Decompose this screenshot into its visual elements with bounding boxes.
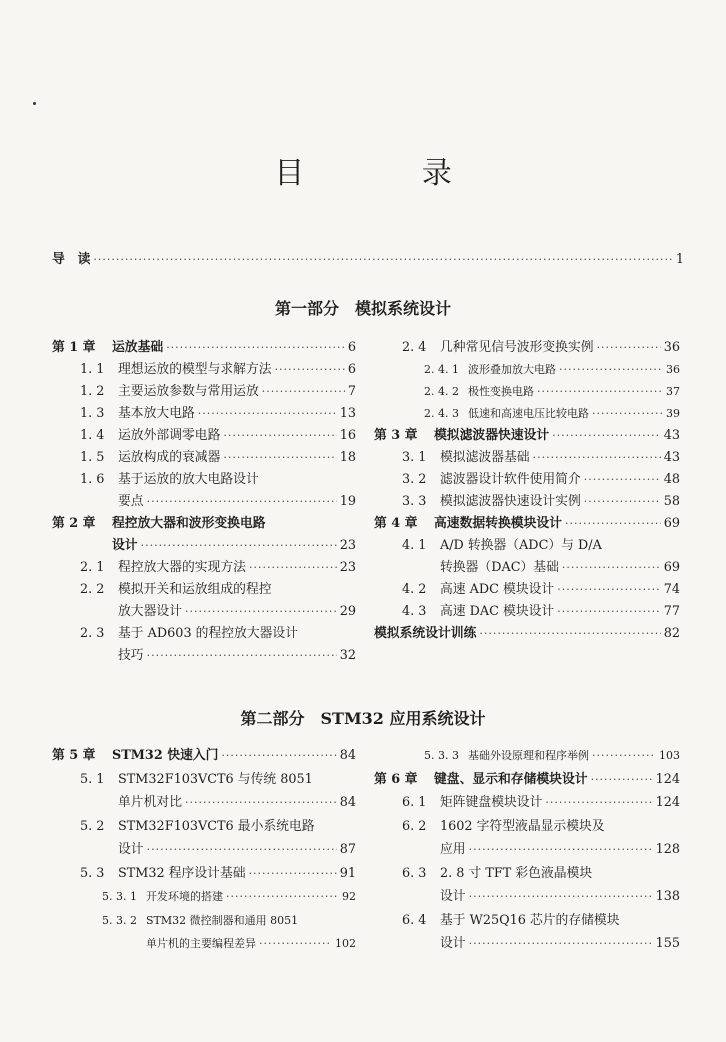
toc-entry	[80, 430, 356, 450]
toc-entry-title: 波形叠加放大电路	[468, 363, 556, 376]
toc-entry-title: 高速 DAC 模块设计	[440, 604, 555, 619]
toc-entry	[118, 496, 356, 516]
leader-dots	[221, 750, 336, 761]
toc-entry-title: 模拟滤波器快速设计	[434, 428, 550, 443]
leader-dots	[584, 496, 661, 507]
toc-entry	[402, 540, 680, 560]
toc-entry-number: 1. 4	[80, 428, 105, 443]
toc-entry	[402, 584, 680, 604]
toc-entry-number: 2. 3	[80, 626, 105, 641]
toc-entry-title: 模拟滤波器基础	[440, 450, 530, 465]
toc-entry-page: 39	[666, 407, 680, 420]
leader-dots	[469, 891, 653, 902]
leader-dots	[198, 408, 337, 419]
toc-entry	[80, 562, 356, 582]
toc-entry-title: STM32 快速入门	[112, 748, 219, 763]
toc-entry-title: 高速 ADC 模块设计	[440, 582, 555, 597]
toc-entry	[80, 865, 356, 888]
toc-entry	[80, 452, 356, 472]
toc-entry-title: STM32F103VCT6 与传统 8051	[118, 771, 313, 787]
toc-entry	[440, 562, 680, 582]
toc-entry-number: 1. 3	[80, 406, 105, 421]
stray-mark	[33, 102, 36, 105]
toc-entry-title: 主要运放参数与常用运放	[118, 384, 259, 399]
toc-entry-title: A/D 转换器（ADC）与 D/A	[440, 538, 602, 553]
toc-entry-number: 第 5 章	[52, 748, 96, 763]
toc-entry-page: 29	[339, 604, 356, 619]
toc-entry-page: 103	[659, 749, 680, 762]
toc-entry	[374, 628, 680, 648]
toc-entry	[80, 364, 356, 384]
toc-entry-page: 128	[655, 842, 680, 857]
toc-entry-title: 应用	[440, 842, 466, 857]
toc-entry-title: 转换器（DAC）基础	[440, 560, 559, 575]
toc-entry	[80, 628, 356, 648]
leader-dots	[537, 386, 663, 397]
leader-dots	[597, 342, 661, 353]
toc-entry-title: 低速和高速电压比较电路	[468, 407, 589, 420]
leader-dots	[591, 774, 653, 785]
toc-entry	[402, 496, 680, 516]
toc-entry-page: 16	[339, 428, 356, 443]
leader-dots	[557, 606, 660, 617]
toc-entry-page: 43	[663, 428, 680, 443]
toc-intro-label: 导 读	[52, 252, 91, 267]
toc-entry-page: 74	[663, 582, 680, 597]
toc-entry	[440, 891, 680, 911]
toc-entry	[80, 771, 356, 794]
toc-entry-title: 基础外设原理和程序举例	[468, 749, 589, 762]
toc-entry-title: 要点	[118, 494, 144, 509]
toc-entry	[424, 408, 680, 428]
toc-entry-title: STM32 程序设计基础	[118, 865, 246, 881]
toc-entry	[402, 797, 680, 817]
leader-dots	[223, 430, 336, 441]
toc-entry-page: 48	[663, 472, 680, 487]
toc-entry-number: 4. 2	[402, 582, 427, 597]
toc-entry-number: 第 1 章	[52, 340, 96, 355]
toc-entry-number: 5. 3. 3	[424, 749, 459, 762]
toc-entry	[374, 771, 680, 794]
toc-entry-page: 6	[347, 340, 356, 355]
toc-entry-number: 2. 4	[402, 340, 427, 355]
toc-entry-page: 36	[666, 363, 680, 376]
toc-entry	[80, 474, 356, 494]
toc-entry	[118, 650, 356, 670]
leader-dots	[249, 562, 337, 573]
toc-entry-page: 13	[339, 406, 356, 421]
toc-entry-page: 58	[663, 494, 680, 509]
toc-entry-page: 87	[339, 842, 356, 857]
leader-dots	[93, 254, 672, 265]
toc-entry-number: 1. 6	[80, 472, 105, 487]
toc-entry	[146, 938, 356, 958]
leader-dots	[141, 540, 337, 551]
toc-entry	[402, 474, 680, 494]
leader-dots	[262, 386, 345, 397]
toc-entry-number: 5. 1	[80, 771, 105, 787]
leader-dots	[545, 797, 652, 808]
toc-entry-number: 6. 2	[402, 818, 427, 834]
toc-entry-title: 2. 8 寸 TFT 彩色液晶模块	[440, 865, 593, 881]
toc-entry	[424, 364, 680, 384]
toc-entry	[80, 408, 356, 428]
toc-entry-title: 运放构成的衰减器	[118, 450, 221, 465]
toc-entry-title: 设计	[440, 936, 466, 951]
leader-dots	[592, 750, 656, 761]
toc-entry-title: 键盘、显示和存储模块设计	[434, 771, 588, 787]
toc-entry	[402, 818, 680, 841]
toc-entry-page: 69	[663, 516, 680, 531]
toc-entry-number: 4. 1	[402, 538, 427, 553]
leader-dots	[147, 844, 337, 855]
leader-dots	[249, 868, 337, 879]
toc-entry-number: 5. 3. 1	[102, 890, 137, 903]
toc-entry-title: STM32F103VCT6 最小系统电路	[118, 818, 315, 834]
toc-entry	[80, 584, 356, 604]
toc-entry	[80, 386, 356, 406]
toc-entry-number: 1. 2	[80, 384, 105, 399]
toc-entry-number: 1. 5	[80, 450, 105, 465]
toc-intro-page: 1	[675, 252, 684, 267]
toc-entry	[102, 915, 356, 935]
leader-dots	[552, 430, 661, 441]
toc-entry-title: 基本放大电路	[118, 406, 195, 421]
toc-entry-title: 技巧	[118, 648, 144, 663]
leader-dots	[557, 584, 660, 595]
toc-entry-number: 第 3 章	[374, 428, 418, 443]
toc-entry-page: 84	[339, 748, 356, 763]
toc-entry-page: 37	[666, 385, 680, 398]
toc-entry-title: STM32 微控制器和通用 8051	[146, 913, 299, 927]
toc-entry	[440, 844, 680, 864]
toc-entry-title: 基于运放的放大电路设计	[118, 472, 259, 487]
toc-entry	[118, 606, 356, 626]
toc-entry-title: 放大器设计	[118, 604, 182, 619]
toc-entry-page: 32	[339, 648, 356, 663]
toc-entry-number: 5. 3. 2	[102, 913, 137, 927]
toc-entry-page: 69	[663, 560, 680, 575]
leader-dots	[185, 606, 337, 617]
toc-entry-title: 单片机的主要编程差异	[146, 937, 256, 950]
toc-entry	[102, 891, 356, 911]
part-heading-2: 第二部分 STM32 应用系统设计	[240, 709, 486, 728]
toc-entry	[374, 518, 680, 538]
toc-entry-title: 设计	[440, 889, 466, 904]
toc-entry	[440, 938, 680, 958]
toc-entry-number: 第 4 章	[374, 516, 418, 531]
toc-entry	[52, 342, 356, 362]
toc-entry	[374, 430, 680, 450]
leader-dots	[533, 452, 661, 463]
toc-entry-title: 基于 AD603 的程控放大器设计	[118, 626, 299, 641]
toc-entry-page: 19	[339, 494, 356, 509]
toc-entry	[112, 540, 356, 560]
toc-entry-number: 第 6 章	[374, 771, 418, 787]
toc-entry-title: 矩阵键盘模块设计	[440, 795, 543, 810]
toc-entry-title: 运放外部调零电路	[118, 428, 221, 443]
toc-entry-number: 6. 4	[402, 912, 427, 928]
toc-entry-title: 高速数据转换模块设计	[434, 516, 562, 531]
toc-entry	[402, 865, 680, 888]
leader-dots	[559, 364, 663, 375]
toc-entry-number: 第 2 章	[52, 516, 96, 531]
toc-entry-title: 开发环境的搭建	[146, 890, 223, 903]
toc-entry	[80, 818, 356, 841]
toc-entry-number: 6. 3	[402, 865, 427, 881]
toc-entry-page: 77	[663, 604, 680, 619]
toc-entry-number: 2. 4. 3	[424, 407, 459, 420]
toc-entry	[402, 452, 680, 472]
toc-entry	[118, 844, 356, 864]
leader-dots	[469, 938, 653, 949]
toc-entry-number: 4. 3	[402, 604, 427, 619]
toc-entry-title: 1602 字符型液晶显示模块及	[440, 818, 605, 834]
toc-entry-number: 3. 2	[402, 472, 427, 487]
leader-dots	[147, 650, 337, 661]
part-heading-1: 第一部分 模拟系统设计	[274, 299, 451, 318]
toc-entry-title: 程控放大器的实现方法	[118, 560, 246, 575]
toc-entry-page: 23	[339, 560, 356, 575]
toc-entry-page: 124	[655, 795, 680, 810]
toc-entry	[52, 518, 356, 538]
toc-entry-title: 单片机对比	[118, 795, 182, 810]
toc-entry-number: 2. 2	[80, 582, 105, 597]
toc-entry-number: 2. 4. 1	[424, 363, 459, 376]
toc-entry	[424, 386, 680, 406]
toc-entry-page: 102	[335, 937, 356, 950]
leader-dots	[479, 628, 660, 639]
toc-entry-title: 运放基础	[112, 340, 164, 355]
toc-entry-page: 43	[663, 450, 680, 465]
toc-entry-number: 5. 2	[80, 818, 105, 834]
leader-dots	[259, 938, 332, 949]
toc-entry-number: 1. 1	[80, 362, 105, 377]
leader-dots	[592, 408, 663, 419]
toc-entry-page: 7	[347, 384, 356, 399]
toc-entry	[402, 606, 680, 626]
toc-entry-page: 18	[339, 450, 356, 465]
toc-entry-page: 155	[655, 936, 680, 951]
toc-entry	[402, 342, 680, 362]
toc-entry-number: 6. 1	[402, 795, 427, 810]
toc-entry-title: 模拟系统设计训练	[374, 626, 477, 641]
toc-entry-title: 几种常见信号波形变换实例	[440, 340, 594, 355]
toc-entry	[424, 750, 680, 770]
toc-entry-title: 滤波器设计软件使用简介	[440, 472, 581, 487]
toc-entry-page: 36	[663, 340, 680, 355]
toc-entry-page: 124	[655, 771, 680, 787]
toc-entry-title: 基于 W25Q16 芯片的存储模块	[440, 912, 620, 928]
leader-dots	[275, 364, 345, 375]
toc-entry-page: 23	[339, 538, 356, 553]
toc-entry-page: 6	[347, 362, 356, 377]
toc-entry-number: 3. 1	[402, 450, 427, 465]
toc-entry-page: 82	[663, 626, 680, 641]
toc-entry-page: 84	[339, 795, 356, 810]
toc-intro	[52, 254, 684, 274]
toc-entry-title: 模拟滤波器快速设计实例	[440, 494, 581, 509]
toc-entry	[52, 750, 356, 770]
toc-entry-title: 理想运放的模型与求解方法	[118, 362, 272, 377]
leader-dots	[147, 496, 337, 507]
toc-entry-page: 138	[655, 889, 680, 904]
toc-entry-number: 2. 1	[80, 560, 105, 575]
leader-dots	[562, 562, 661, 573]
leader-dots	[565, 518, 661, 529]
toc-entry-page: 91	[339, 865, 356, 881]
toc-entry	[118, 797, 356, 817]
toc-entry-number: 5. 3	[80, 865, 105, 881]
toc-entry-title: 程控放大器和波形变换电路	[112, 516, 266, 531]
toc-entry-title: 设计	[118, 842, 144, 857]
page-title: 目 录	[274, 156, 506, 191]
toc-entry-page: 92	[342, 890, 356, 903]
toc-entry-number: 2. 4. 2	[424, 385, 459, 398]
toc-entry	[402, 912, 680, 935]
leader-dots	[223, 452, 336, 463]
toc-entry-title: 模拟开关和运放组成的程控	[118, 582, 272, 597]
toc-entry-title: 设计	[112, 538, 138, 553]
toc-entry-title: 极性变换电路	[468, 385, 534, 398]
leader-dots	[166, 342, 345, 353]
leader-dots	[584, 474, 661, 485]
leader-dots	[185, 797, 337, 808]
leader-dots	[469, 844, 653, 855]
toc-entry-number: 3. 3	[402, 494, 427, 509]
leader-dots	[226, 891, 339, 902]
